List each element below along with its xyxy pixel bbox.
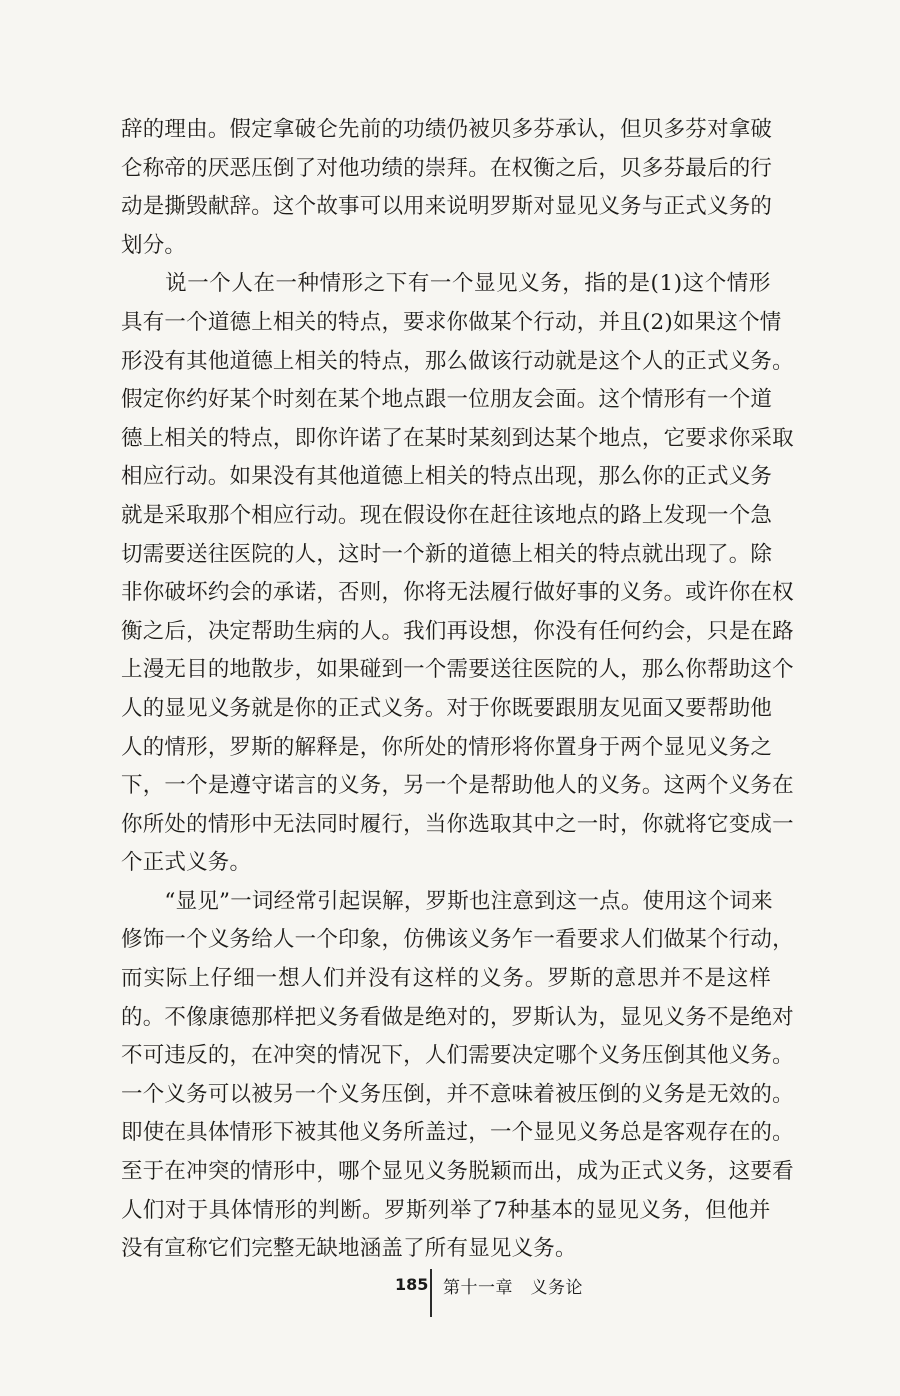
text-line: 划分。 [121,232,187,258]
chapter-title: 第十一章 义务论 [443,1278,583,1298]
text-line: 一 个 义 务 可 以 被 另 一 个 义 务 压 倒 ， 并 不 意 味 着 被 压 倒 的 义 务 是 无 效 的 。 [121,1081,794,1107]
text-line: 个正式义务。 [121,850,252,876]
page-footer [0,1269,900,1329]
text-line: 没有宣称它们完整无缺地涵盖了所有显见义务。 [121,1236,577,1262]
text-line: 即 使 在 具 体 情 形 下 被 其 他 义 务 所 盖 过 ， 一 个 显 见 义 务 总 是 客 观 存 在 的 。 [121,1120,794,1146]
text-line: 的 。 不 像 康 德 那 样 把 义 务 看 做 是 绝 对 的 ， 罗 斯 认 为 ， 显 见 义 务 不 是 绝 对 [121,1004,794,1030]
text-line: 人 的 情 形 ， 罗 斯 的 解 释 是 ， 你 所 处 的 情 形 将 你 置 身 于 两 个 显 见 义 务 之 [121,734,773,760]
text-line: 至 于 在 冲 突 的 情 形 中 ， 哪 个 显 见 义 务 脱 颖 而 出 ， 成 为 正 式 义 务 ， 这 要 看 [121,1159,794,1185]
text-line: 仑 称 帝 的 厌 恶 压 倒 了 对 他 功 绩 的 崇 拜 。 在 权 衡 之 后 ， 贝 多 芬 最 后 的 行 [121,155,773,181]
text-line: 辞 的 理 由 。 假 定 拿 破 仑 先 前 的 功 绩 仍 被 贝 多 芬 承 认 ， 但 贝 多 芬 对 拿 破 [121,117,773,142]
text-line: 上 漫 无 目 的 地 散 步 ， 如 果 碰 到 一 个 需 要 送 往 医 院 的 人 ， 那 么 你 帮 助 这 个 [121,657,794,683]
text-line: 假 定 你 约 好 某 个 时 刻 在 某 个 地 点 跟 一 位 朋 友 会 面 。 这 个 情 形 有 一 个 道 [121,387,773,413]
text-line: 你 所 处 的 情 形 中 无 法 同 时 履 行 ， 当 你 选 取 其 中 之 一 时 ， 你 就 将 它 变 成 一 [121,811,794,837]
text-line: “ 显 见 ” 一 词 经 常 引 起 误 解 ， 罗 斯 也 注 意 到 这 一 点 。 使 用 这 个 词 来 [164,888,773,914]
text-line: 衡 之 后 ， 决 定 帮 助 生 病 的 人 。 我 们 再 设 想 ， 你 没 有 任 何 约 会 ， 只 是 在 路 [121,618,794,644]
footer-divider [430,1269,432,1317]
text-line: 具 有 一 个 道 德 上 相 关 的 特 点 ， 要 求 你 做 某 个 行 动 ， 并 且 ( 2 ) 如 果 这 个 情 [121,309,782,335]
text-line: 人 的 显 见 义 务 就 是 你 的 正 式 义 务 。 对 于 你 既 要 跟 朋 友 见 面 又 要 帮 助 他 [121,695,773,721]
text-line: 德 上 相 关 的 特 点 ， 即 你 许 诺 了 在 某 时 某 刻 到 达 某 个 地 点 ， 它 要 求 你 采 取 [121,425,794,451]
text-line: 下 ， 一 个 是 遵 守 诺 言 的 义 务 ， 另 一 个 是 帮 助 他 人 的 义 务 。 这 两 个 义 务 在 [121,773,794,799]
text-line: 非 你 破 坏 约 会 的 承 诺 ， 否 则 ， 你 将 无 法 履 行 做 好 事 的 义 务 。 或 许 你 在 权 [121,580,794,606]
text-line: 不 可 违 反 的 ， 在 冲 突 的 情 况 下 ， 人 们 需 要 决 定 哪 个 义 务 压 倒 其 他 义 务 。 [121,1043,794,1069]
text-line: 而 实 际 上 仔 细 一 想 人 们 并 没 有 这 样 的 义 务 。 罗 斯 的 意 思 并 不 是 这 样 [121,966,771,992]
text-line: 相 应 行 动 。 如 果 没 有 其 他 道 德 上 相 关 的 特 点 出 现 ， 那 么 你 的 正 式 义 务 [121,464,773,490]
text-line: 就 是 采 取 那 个 相 应 行 动 。 现 在 假 设 你 在 赶 往 该 地 点 的 路 上 发 现 一 个 急 [121,502,773,528]
text-line: 形 没 有 其 他 道 德 上 相 关 的 特 点 ， 那 么 做 该 行 动 就 是 这 个 人 的 正 式 义 务 。 [121,348,794,374]
text-line: 人 们 对 于 具 体 情 形 的 判 断 。 罗 斯 列 举 了 7 种 基 本 的 显 见 义 务 ， 但 他 并 [121,1197,771,1223]
body-text [121,111,794,1269]
page-number: 185 [395,1275,429,1294]
text-line: 动 是 撕 毁 献 辞 。 这 个 故 事 可 以 用 来 说 明 罗 斯 对 显 见 义 务 与 正 式 义 务 的 [121,194,773,220]
text-line: 修 饰 一 个 义 务 给 人 一 个 印 象 ， 仿 佛 该 义 务 乍 一 看 要 求 人 们 做 某 个 行 动 ， [121,927,794,953]
text-line: 说 一 个 人 在 一 种 情 形 之 下 有 一 个 显 见 义 务 ， 指 的 是 ( 1 ) 这 个 情 形 [165,271,771,297]
text-line: 切 需 要 送 往 医 院 的 人 ， 这 时 一 个 新 的 道 德 上 相 关 的 特 点 就 出 现 了 。 除 [121,541,773,567]
